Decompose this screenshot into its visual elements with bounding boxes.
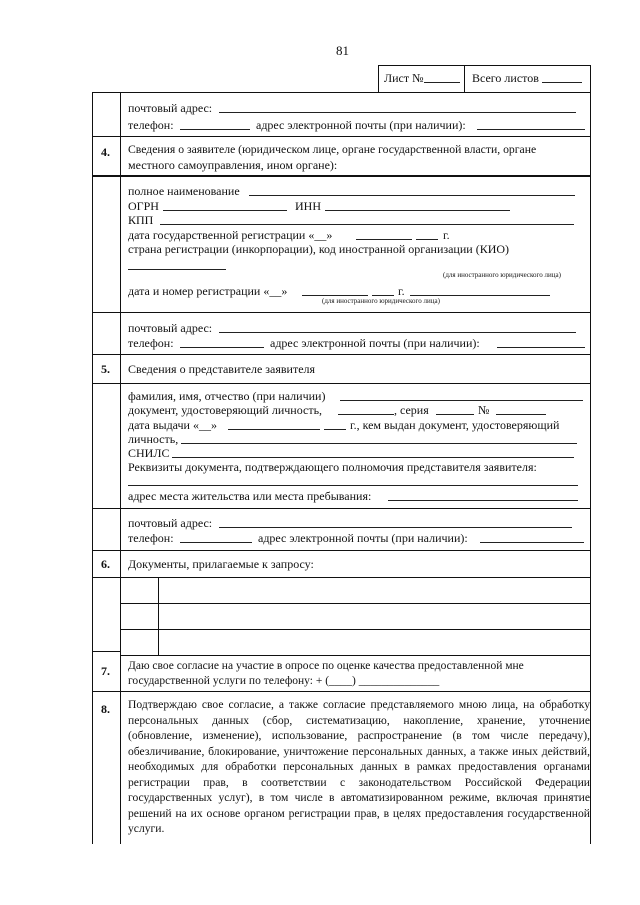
sec3-postal-field[interactable] — [219, 112, 576, 113]
sec4-postal-label: почтовый адрес: — [128, 321, 213, 335]
sec4-reg-year-label: г. — [443, 228, 450, 242]
sec5-authority-field[interactable] — [128, 485, 578, 486]
sec4-inn-label: ИНН — [295, 199, 321, 213]
sec3-postal-label: почтовый адрес: — [128, 101, 213, 115]
sec3-email-label: адрес электронной почты (при наличии): — [256, 118, 466, 132]
sec5-issued-label: дата выдачи «__» — [128, 418, 217, 432]
sec7-line1: Даю свое согласие на участие в опросе по оценке качества предоставленной мне — [128, 660, 524, 672]
sec5-issued-date-field[interactable] — [228, 429, 320, 430]
page-number: 81 — [336, 43, 349, 58]
sec7-line2: государственной услуги по телефону: + (____) ______________ — [128, 675, 440, 687]
sec8-line: (обновление, изменение), использование, распространение (в том числе передачу), — [128, 729, 590, 742]
sec8-line: услуги. — [128, 822, 165, 835]
sec5-issued-by-field[interactable] — [181, 443, 577, 444]
sec5-series-label: , серия — [394, 403, 429, 417]
sec4-email-field[interactable] — [497, 347, 585, 348]
sheet-number-field[interactable] — [424, 82, 460, 83]
sec4-kpp-label: КПП — [128, 213, 154, 227]
sec3-email-field[interactable] — [477, 129, 585, 130]
sec8-line: государственных услуг), в том числе в автоматизированном режиме, включая принятие — [128, 791, 590, 804]
sec4-kpp-field[interactable] — [160, 224, 574, 225]
sec3-phone-field[interactable] — [180, 129, 250, 130]
sec5-doc-label: документ, удостоверяющий личность, — [128, 403, 323, 417]
sec8-consent-text — [128, 697, 590, 837]
sec5-snils-field[interactable] — [172, 457, 574, 458]
sec8-line: решений на их основе органом регистрации прав, в целях предоставления государственной — [128, 806, 590, 820]
sec5-number: 5. — [101, 362, 110, 376]
sec4-phone-label: телефон: — [128, 336, 174, 350]
sec5-residence-label: адрес места жительства или места пребывания: — [128, 489, 372, 503]
sec5-number-label: № — [478, 403, 490, 417]
sec5-postal-label: почтовый адрес: — [128, 516, 213, 530]
sec4-reg-number-field[interactable] — [410, 295, 550, 296]
sec4-phone-field[interactable] — [180, 347, 264, 348]
sec6-title: Документы, прилагаемые к запросу: — [128, 557, 314, 571]
sec5-personality-label: личность, — [128, 432, 179, 446]
sec5-doc-field[interactable] — [338, 414, 394, 415]
sec5-email-field[interactable] — [480, 542, 584, 543]
sec5-email-label: адрес электронной почты (при наличии): — [258, 531, 468, 545]
sec7-number: 7. — [101, 664, 110, 678]
sec4-reg-date-label: дата государственной регистрации «__» — [128, 228, 333, 242]
sec4-reg-num-year-label: г. — [398, 284, 405, 298]
sec4-reg-year-field[interactable] — [416, 239, 438, 240]
sheet-number-label: Лист № — [384, 71, 424, 85]
sec4-ogrn-field[interactable] — [163, 210, 287, 211]
sec5-fio-field[interactable] — [340, 400, 583, 401]
sec8-line: обезличивание, блокирование, уничтожение персональных данных, а также иных действий, — [128, 744, 590, 758]
sec4-reg-num-label: дата и номер регистрации «__» — [128, 284, 288, 298]
sec5-phone-label: телефон: — [128, 531, 174, 545]
sec4-inn-field[interactable] — [325, 210, 510, 211]
sec4-title-line2: местного самоуправления, ином органе): — [128, 158, 338, 172]
sec5-fio-label: фамилия, имя, отчество (при наличии) — [128, 389, 326, 403]
sec4-foreign-note: (для иностранного юридического лица) — [443, 271, 561, 279]
total-sheets-field[interactable] — [542, 82, 582, 83]
sec4-postal-field[interactable] — [219, 332, 576, 333]
sec5-authority-label: Реквизиты документа, подтверждающего полномочия представителя заявителя: — [128, 460, 537, 474]
sec4-reg-date-field[interactable] — [356, 239, 412, 240]
sec5-series-field[interactable] — [436, 414, 474, 415]
sec3-phone-label: телефон: — [128, 118, 174, 132]
sec5-snils-label: СНИЛС — [128, 446, 170, 460]
sec5-residence-field[interactable] — [388, 500, 578, 501]
sec8-line: необходимых для обработки персональных данных в рамках предоставления органами — [128, 760, 590, 773]
sec8-line: регистрации прав, в соответствии с законодательством Российской Федерации — [128, 775, 590, 789]
sec5-phone-field[interactable] — [180, 542, 252, 543]
sec4-reg-num-date-field[interactable] — [302, 295, 368, 296]
sec4-full-name-field[interactable] — [249, 195, 575, 196]
sec4-foreign-note2: (для иностранного юридического лица) — [322, 297, 440, 305]
sec4-email-label: адрес электронной почты (при наличии): — [270, 336, 480, 350]
sec4-full-name-label: полное наименование — [128, 184, 240, 198]
sec8-line: персональных данных (сбор, систематизацию, накопление, хранение, уточнение — [128, 713, 590, 727]
sec5-issued-by-label: г., кем выдан документ, удостоверяющий — [350, 418, 560, 432]
sec4-kio-field[interactable] — [128, 269, 226, 270]
sec6-document-row-1[interactable] — [160, 579, 588, 601]
sec6-number: 6. — [101, 557, 110, 571]
total-sheets-label: Всего листов — [472, 71, 539, 85]
sec5-postal-field[interactable] — [219, 527, 572, 528]
sec6-document-row-2[interactable] — [160, 605, 588, 627]
sec5-issued-year-field[interactable] — [324, 429, 346, 430]
sec6-document-row-3[interactable] — [160, 631, 588, 653]
sec4-title-line1: Сведения о заявителе (юридическом лице, органе государственной власти, органе — [128, 143, 537, 156]
sec4-number: 4. — [101, 145, 110, 159]
sec4-ogrn-label: ОГРН — [128, 199, 159, 213]
sec8-number: 8. — [101, 702, 110, 716]
sec5-number-field[interactable] — [496, 414, 546, 415]
sec4-reg-num-year-field[interactable] — [372, 295, 394, 296]
sec8-line: Подтверждаю свое согласие, а также согласие представляемого мною лица, на обработку — [128, 698, 590, 711]
sec4-country-label: страна регистрации (инкорпорации), код иностранной организации (КИО) — [128, 242, 510, 256]
sec5-title: Сведения о представителе заявителя — [128, 362, 316, 376]
